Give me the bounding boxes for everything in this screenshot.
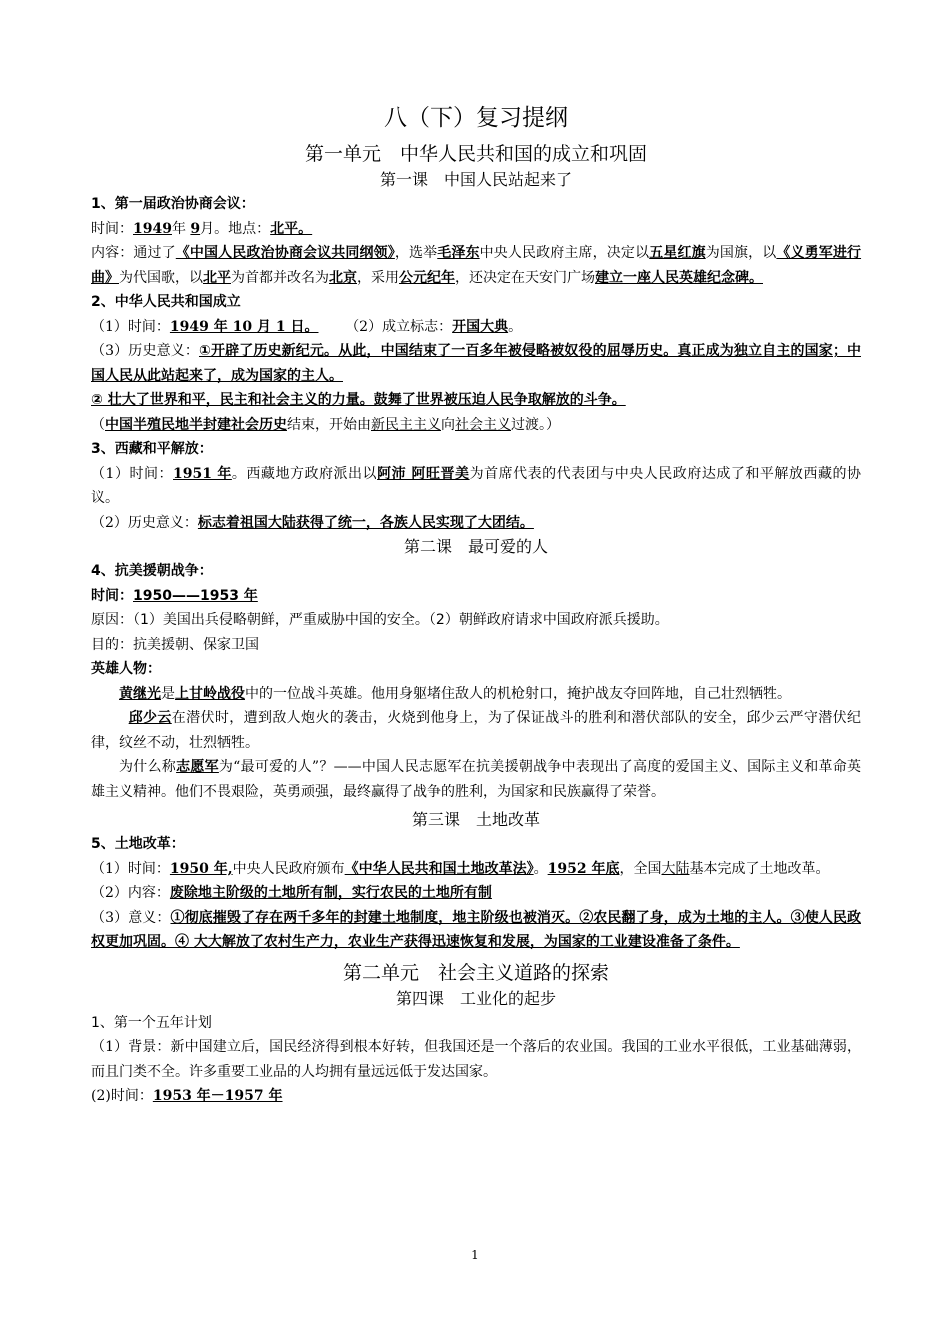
key-term: 《义勇军进行曲》 <box>91 245 862 286</box>
section2-heading: 2、中华人民共和国成立 <box>91 294 241 310</box>
text: ，还决定在天安门广场 <box>455 269 595 286</box>
text: 为“最可爱的人”？——中国人民志愿军在抗美援朝战争中表现出了高度的爱国主义、国际主义和革命英雄主义精神。他们不畏艰险，英勇顽强，最终赢得了战争的胜利，为国家和民族赢得了荣誉。 <box>91 759 862 800</box>
section3-heading: 3、西藏和平解放： <box>91 441 213 457</box>
text: 为什么称 <box>119 759 177 775</box>
text: （2）历史意义： <box>91 514 198 531</box>
date: 1950 年, <box>169 860 233 877</box>
text: 中的一位战斗英雄。他用身躯堵住敌人的机枪射口，掩护战友夺回阵地，自己壮烈牺牲。 <box>245 685 791 702</box>
date: 1952 年底 <box>547 860 620 877</box>
section1-time <box>91 217 861 242</box>
text: 。西藏地方政府派出以 <box>231 465 378 482</box>
key-term: 志愿军 <box>176 759 219 775</box>
unit2-title: 第二单元 社会主义道路的探索 <box>342 961 609 984</box>
text: 为国旗，以 <box>705 245 777 261</box>
year: 1949 <box>133 220 172 237</box>
text: （1）时间： <box>91 318 170 335</box>
key-term: 毛泽东 <box>437 245 480 261</box>
lesson2-title: 第二课 最可爱的人 <box>403 537 548 556</box>
section3-meaning <box>91 511 861 536</box>
text: 年 <box>171 220 186 237</box>
key-term: ①开辟了历史新纪元。从此，中国结束了一百多年被侵略被奴役的屈辱历史。真正成为独立自主的国家；中国人民从此站起来了，成为国家的主人。 <box>91 343 861 384</box>
text: （2）内容： <box>91 885 170 901</box>
date: 1953 年－1957 年 <box>152 1088 283 1104</box>
text: ，选举 <box>394 245 438 261</box>
document-page <box>91 100 861 1109</box>
text: 为首席代表的代表团与中央人民政府达成了和平解放西藏的协议。 <box>91 465 861 506</box>
plan-time <box>91 1084 861 1109</box>
section1-heading: 1、第一届政治协商会议： <box>91 196 255 212</box>
lesson3-title: 第三课 土地改革 <box>411 810 540 829</box>
lesson4-title: 第四课 工业化的起步 <box>395 988 556 1008</box>
key-term: 开国大典 <box>452 318 509 335</box>
hero-name: 黄继光 <box>119 685 161 702</box>
key-term: 阿沛 阿旺晋美 <box>377 465 470 482</box>
section4-goal: 目的：抗美援朝、保家卫国 <box>91 636 259 653</box>
text: ，全国 <box>619 860 662 877</box>
text: 在潜伏时，遭到敌人炮火的袭击，火烧到他身上，为了保证战斗的胜利和潜伏部队的安全，邱少云严守潜伏纪律，纹丝不动，壮烈牺牲。 <box>91 710 862 751</box>
plan-heading: 1、第一个五年计划 <box>91 1014 212 1031</box>
plan-background: （1）背景：新中国建立后，国民经济得到根本好转，但我国还是一个落后的农业国。我国的工业水平很低，工业基础薄弱，而且门类不全。许多重要工业品的人均拥有量远远低于发达国家。 <box>91 1039 861 1080</box>
text: 为首都并改名为 <box>231 269 329 286</box>
date: 1950——1953 年 <box>133 587 258 604</box>
text: 时间： <box>91 587 133 604</box>
text: （1）时间： <box>91 860 170 877</box>
text: 中央人民政府颁布 <box>232 860 345 877</box>
key-term: 北京 <box>329 269 357 286</box>
text: （ <box>91 416 105 433</box>
text: 时间： <box>91 220 133 237</box>
key-term: 新民主主义 <box>371 416 441 433</box>
text: （1）时间： <box>91 465 174 482</box>
text: 。 <box>533 860 548 877</box>
section5-heading: 5、土地改革： <box>91 836 185 852</box>
text: (2)时间： <box>91 1088 153 1104</box>
key-term: 废除地主阶级的土地所有制，实行农民的土地所有制 <box>169 885 492 901</box>
section2-time <box>91 315 861 340</box>
key-term: ①彻底摧毁了存在两千多年的封建土地制度，地主阶级也被消灭。②农民翻了身，成为土地的主人。③使人民政权更加巩固。④ 大大解放了农村生产力，农业生产获得迅速恢复和发展，为国家的工业建设准备了条件。 <box>91 909 861 950</box>
key-term: 上甘岭战役 <box>175 685 245 702</box>
key-term: 标志着祖国大陆获得了统一，各族人民实现了大团结。 <box>197 514 534 531</box>
key-term: 大陆 <box>661 860 690 877</box>
section4-heroes: 英雄人物： <box>91 661 161 677</box>
text: 为代国歌，以 <box>119 269 203 286</box>
unit1-title: 第一单元 中华人民共和国的成立和巩固 <box>304 143 647 165</box>
date: 1949 年 10 月 1 日。 <box>169 318 319 335</box>
section4-heading: 4、抗美援朝战争： <box>91 563 213 579</box>
hero-name: 邱少云 <box>128 710 172 726</box>
key-term: 五星红旗 <box>649 245 706 261</box>
text: 中央人民政府主席，决定以 <box>479 245 650 261</box>
hero-huang-jiguang <box>91 682 861 707</box>
date: 1951 年 <box>173 465 232 482</box>
text: 过渡。） <box>511 416 560 433</box>
page-number: 1 <box>471 1248 479 1262</box>
key-term: 中国半殖民地半封建社会历史 <box>105 416 287 433</box>
key-term: 社会主义 <box>455 416 511 433</box>
section1-content <box>91 241 861 290</box>
text: 结束，开始由 <box>287 416 371 433</box>
section3-time <box>91 462 861 511</box>
text: 。 <box>508 318 523 335</box>
document-title: 八（下）复习提纲 <box>384 105 568 131</box>
section5-content <box>91 881 861 906</box>
why-lovely-people <box>91 755 861 804</box>
key-term: 建立一座人民英雄纪念碑。 <box>595 269 763 286</box>
text: 是 <box>161 685 175 702</box>
section4-time <box>91 584 861 609</box>
text: 月。地点： <box>200 220 271 237</box>
text: 基本完成了土地改革。 <box>689 860 830 877</box>
section5-meaning <box>91 906 861 955</box>
text: （3）意义： <box>91 909 171 926</box>
section2-meaning-2: ② 壮大了世界和平，民主和社会主义的力量。鼓舞了世界被压迫人民争取解放的斗争。 <box>91 392 626 408</box>
text: （3）历史意义： <box>91 343 199 359</box>
hero-qiu-shaoyun <box>91 706 861 755</box>
text: （2）成立标志： <box>345 318 453 335</box>
section2-note <box>91 413 861 438</box>
month: 9 <box>190 220 201 237</box>
text: ，采用 <box>357 269 399 286</box>
text: 内容：通过了 <box>91 245 176 261</box>
key-term: 《中国人民政治协商会议共同纲领》 <box>175 245 395 261</box>
key-term: 北平 <box>203 269 231 286</box>
place: 北平。 <box>270 220 313 237</box>
section2-meaning <box>91 339 861 388</box>
key-term: 公元纪年 <box>399 269 455 286</box>
key-term: 《中华人民共和国土地改革法》 <box>344 860 534 877</box>
text: 向 <box>441 416 455 433</box>
lesson1-title: 第一课 中国人民站起来了 <box>379 170 572 189</box>
section5-time <box>91 857 861 882</box>
section4-reason: 原因：（1）美国出兵侵略朝鲜，严重威胁中国的安全。（2）朝鲜政府请求中国政府派兵援助。 <box>91 612 669 628</box>
